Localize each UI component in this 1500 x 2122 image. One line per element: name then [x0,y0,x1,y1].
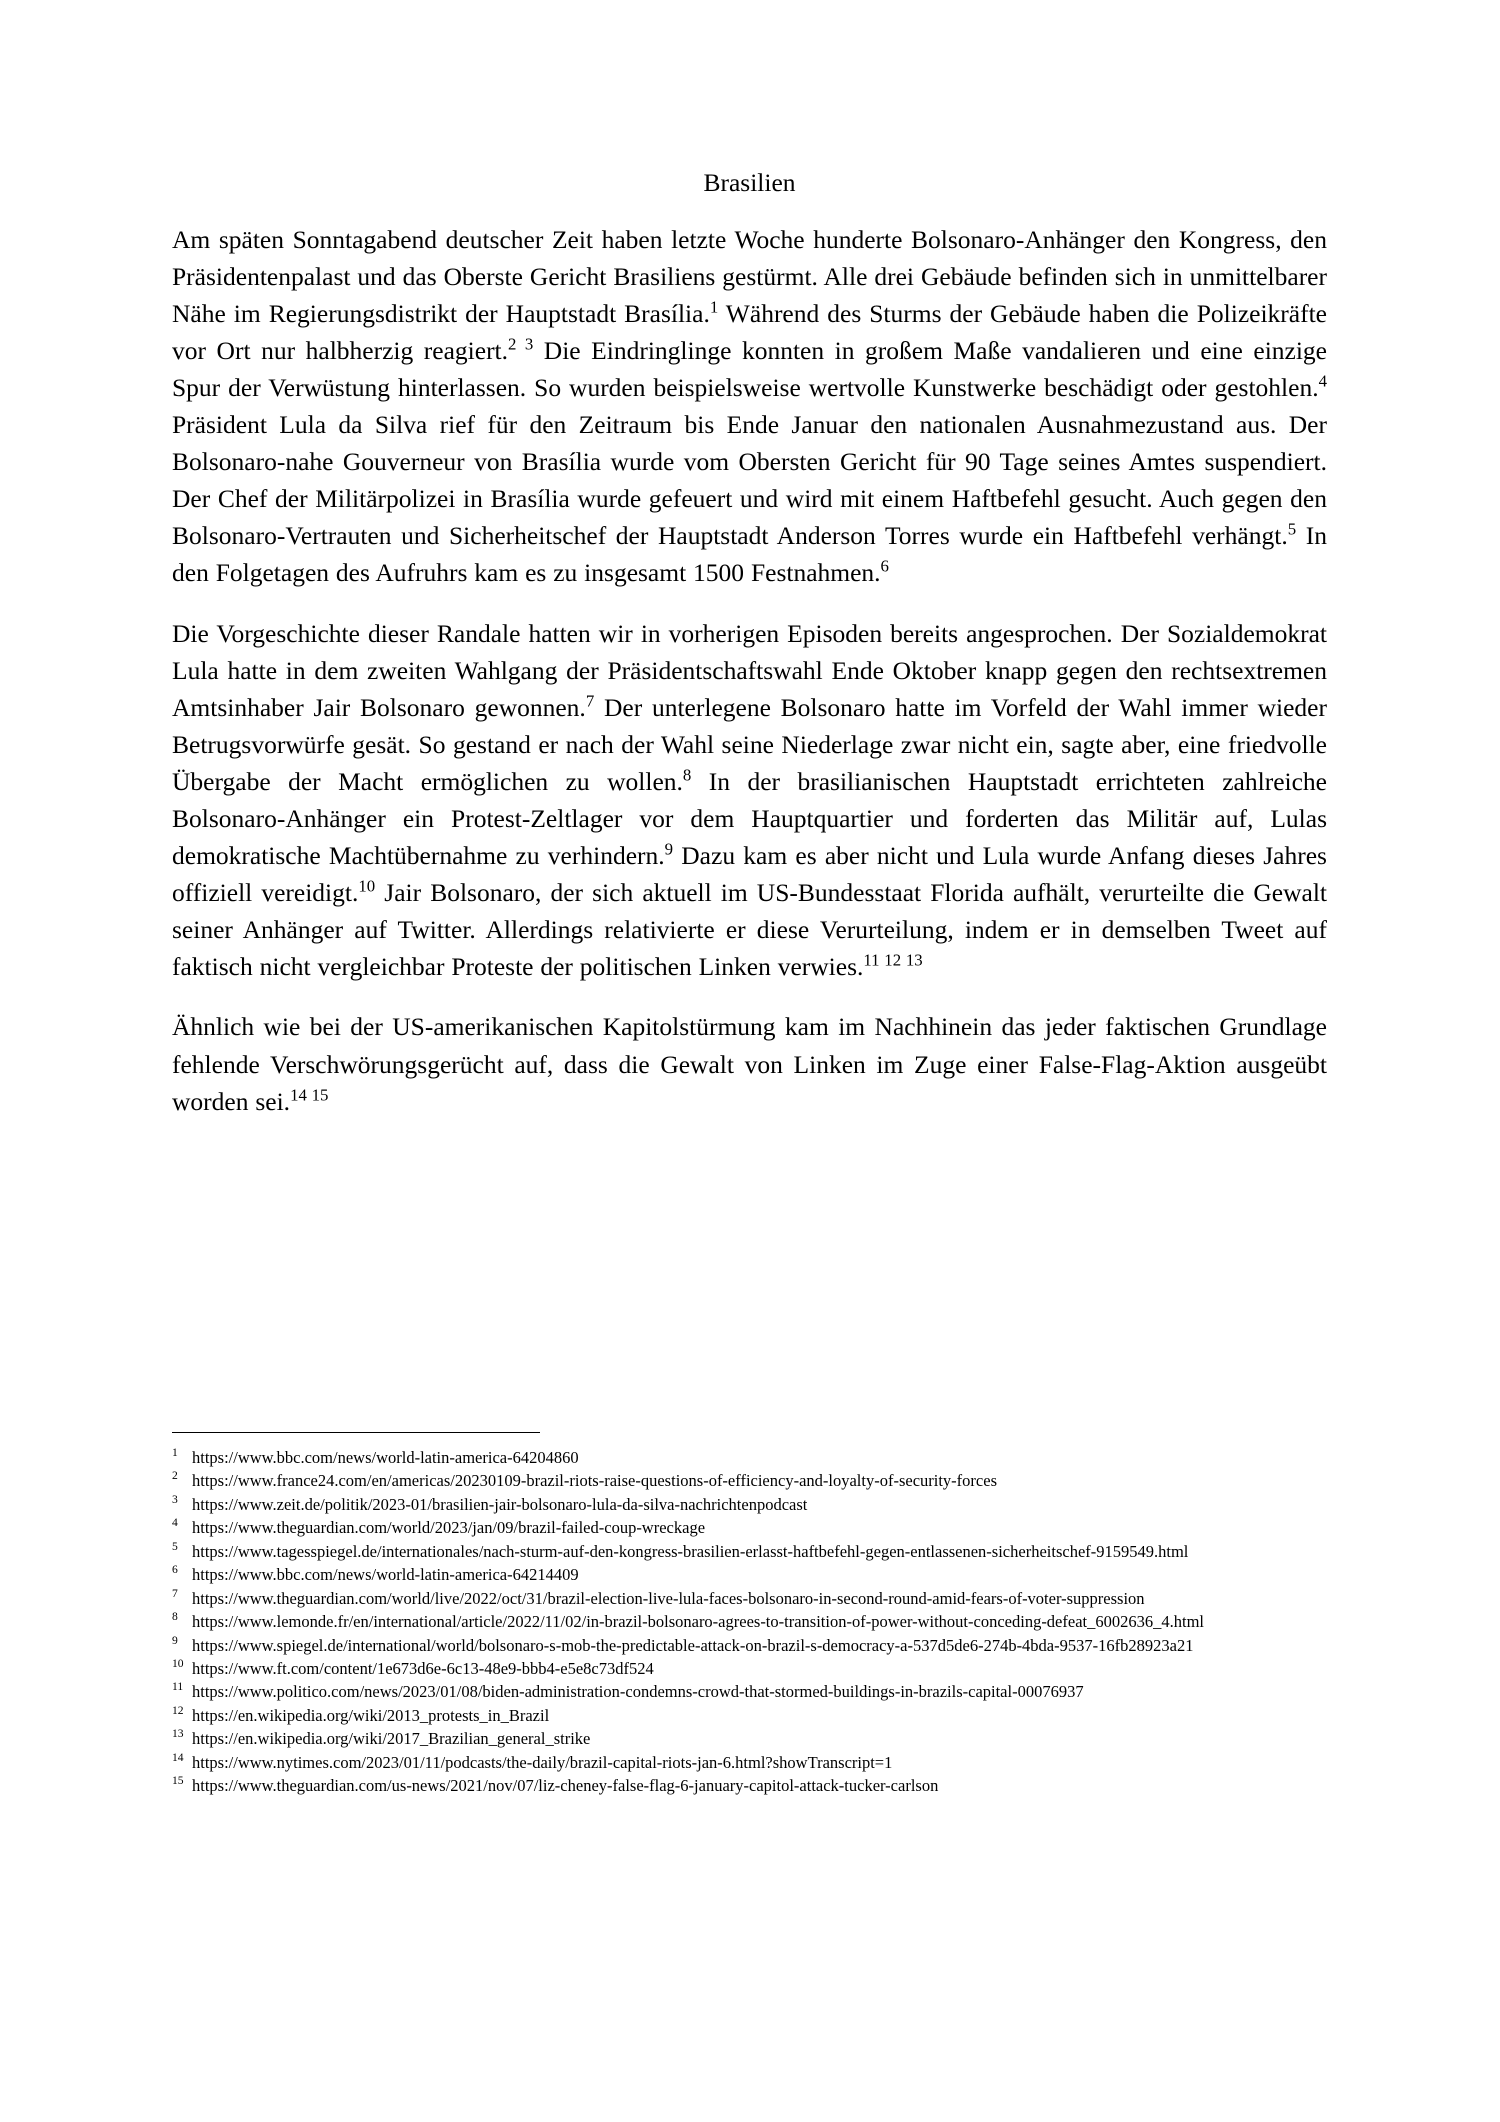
footnote-link[interactable]: https://www.theguardian.com/world/live/2022/oct/31/brazil-election-live-lula-faces-bolsonaro-in-second-round-amid-fears-of-voter-suppression [192,1588,1145,1608]
footnote-number: 2 [172,1469,178,1483]
footnote-number: 12 [172,1703,184,1717]
page-title: Brasilien [703,168,796,197]
footnote-marker[interactable]: 5 [1287,519,1297,539]
footnote-item [172,1494,1332,1516]
document-body [172,168,1327,1120]
footnote-marker[interactable]: 14 15 [290,1085,329,1105]
footnote-link[interactable]: https://www.lemonde.fr/en/international/article/2022/11/02/in-brazil-bolsonaro-agrees-to-transition-of-power-without-conceding-defeat_6002636_4.html [192,1612,1204,1632]
footnote-item [172,1728,1332,1750]
footnote-number: 11 [172,1680,184,1694]
footnote-link[interactable]: https://www.bbc.com/news/world-latin-america-64214409 [192,1565,579,1585]
footnote-marker[interactable]: 8 [682,765,692,785]
footnotes-section [172,1432,1332,1799]
footnote-number: 9 [172,1633,178,1647]
footnote-link[interactable]: https://www.zeit.de/politik/2023-01/brasilien-jair-bolsonaro-lula-da-silva-nachrichtenpodcast [192,1494,808,1514]
footnote-item [172,1635,1332,1657]
paragraph [172,615,1327,986]
footnote-marker[interactable]: 2 3 [508,334,534,354]
paragraph-text: Die Eindringlinge konnten in großem Maße vandalieren und eine einzige Spur der Verwüstung hinterlassen. So wurden beispielsweise wertvolle Kunstwerke beschädigt oder gestohlen. [172,335,1327,402]
footnote-link[interactable]: https://www.bbc.com/news/world-latin-america-64204860 [192,1448,579,1467]
footnote-link[interactable]: https://en.wikipedia.org/wiki/2017_Brazilian_general_strike [192,1729,591,1749]
footnote-marker[interactable]: 6 [880,556,889,576]
footnote-link[interactable]: https://www.theguardian.com/us-news/2021/nov/07/liz-cheney-false-flag-6-january-capitol-attack-tucker-carlson [192,1776,939,1796]
paragraph-text: Ähnlich wie bei der US-amerikanischen Kapitolstürmung kam im Nachhinein das jeder faktischen Grundlage fehlende Verschwörungsgerücht auf, dass die Gewalt von Linken im Zuge einer False-Flag-Aktion ausgeübt worden sei. [172,1012,1327,1116]
footnote-number: 1 [172,1446,178,1459]
footnote-link[interactable]: https://en.wikipedia.org/wiki/2013_protests_in_Brazil [192,1705,550,1725]
footnote-item [172,1541,1332,1563]
paragraph-text: Präsident Lula da Silva rief für den Zeitraum bis Ende Januar den nationalen Ausnahmezustand aus. Der Bolsonaro-nahe Gouverneur von Brasília wurde vom Obersten Gericht für 90 Tage seines Amtes suspendiert. Der Chef der Militärpolizei in Brasília wurde gefeuert und wird mit einem Haftbefehl gesucht. Auch gegen den Bolsonaro-Vertrauten und Sicherheitschef der Hauptstadt Anderson Torres wurde ein Haftbefehl verhängt. [172,410,1327,551]
footnote-item [172,1658,1332,1680]
footnote-separator-rule [172,1432,540,1433]
paragraph-text: Jair Bolsonaro, der sich aktuell im US-Bundesstaat Florida aufhält, verurteilte die Gewalt seiner Anhänger auf Twitter. Allerdings relativierte er diese Verurteilung, indem er in demselben Tweet auf faktisch nicht vergleichbar Proteste der politischen Linken verwies. [172,878,1327,982]
paragraph-text: Die Vorgeschichte dieser Randale hatten wir in vorherigen Episoden bereits angesprochen. Der Sozialdemokrat Lula hatte in dem zweiten Wahlgang der Präsidentschaftswahl Ende Oktober knapp gegen den rechtsextremen Amtsinhaber Jair Bolsonaro gewonnen. [172,618,1327,722]
footnote-marker[interactable]: 1 [709,297,719,317]
footnote-number: 8 [172,1610,178,1624]
footnote-number: 7 [172,1586,178,1600]
footnote-link[interactable]: https://www.theguardian.com/world/2023/jan/09/brazil-failed-coup-wreckage [192,1518,706,1538]
footnote-item [172,1752,1332,1774]
footnote-item [172,1705,1332,1727]
footnote-list [172,1447,1332,1797]
footnote-item [172,1447,1332,1469]
paragraph [172,221,1327,592]
paragraph-text: In den Folgetagen des Aufruhrs kam es zu insgesamt 1500 Festnahmen. [172,521,1327,588]
footnote-number: 14 [172,1750,184,1764]
footnote-marker[interactable]: 10 [358,876,376,896]
footnote-number: 13 [172,1727,184,1741]
footnote-marker[interactable]: 7 [585,691,595,711]
footnote-item [172,1681,1332,1703]
footnote-marker[interactable]: 4 [1318,371,1327,391]
paragraph-list [172,221,1327,1120]
footnote-link[interactable]: https://www.nytimes.com/2023/01/11/podcasts/the-daily/brazil-capital-riots-jan-6.html?showTranscript=1 [192,1752,893,1772]
footnote-number: 4 [172,1516,178,1530]
footnote-link[interactable]: https://www.politico.com/news/2023/01/08/biden-administration-condemns-crowd-that-stormed-buildings-in-brazils-capital-00076937 [192,1682,1084,1702]
footnote-marker[interactable]: 11 12 13 [863,950,923,970]
footnote-link[interactable]: https://www.france24.com/en/americas/20230109-brazil-riots-raise-questions-of-efficiency-and-loyalty-of-security-forces [192,1471,997,1491]
footnote-link[interactable]: https://www.spiegel.de/international/world/bolsonaro-s-mob-the-predictable-attack-on-brazil-s-democracy-a-537d5de6-274b-4bda-9537-16fb28923a21 [192,1635,1194,1655]
footnote-number: 15 [172,1774,184,1788]
footnote-item [172,1611,1332,1633]
footnote-item [172,1517,1332,1539]
footnote-link[interactable]: https://www.tagesspiegel.de/internationales/nach-sturm-auf-den-kongress-brasilien-erlasst-haftbefehl-gegen-entlassenen-sicherheitschef-9159549.html [192,1541,1189,1561]
footnote-number: 5 [172,1539,178,1553]
paragraph-text: In der brasilianischen Hauptstadt errichteten zahlreiche Bolsonaro-Anhänger ein Protest-Zeltlager vor dem Hauptquartier und forderten das Militär auf, Lulas demokratische Machtübernahme zu verhindern. [172,766,1327,871]
footnote-item [172,1470,1332,1492]
footnote-number: 6 [172,1563,178,1577]
paragraph-text: Dazu kam es aber nicht und Lula wurde Anfang dieses Jahres offiziell vereidigt. [172,841,1327,908]
paragraph [172,1008,1327,1119]
footnote-number: 10 [172,1656,184,1670]
footnote-number: 3 [172,1492,178,1506]
footnote-item [172,1588,1332,1610]
paragraph-text: Am späten Sonntagabend deutscher Zeit haben letzte Woche hunderte Bolsonaro-Anhänger den Kongress, den Präsidentenpalast und das Oberste Gericht Brasiliens gestürmt. Alle drei Gebäude befinden sich in unmittelbarer Nähe im Regierungsdistrikt der Hauptstadt Brasília. [172,224,1327,328]
footnote-link[interactable]: https://www.ft.com/content/1e673d6e-6c13-48e9-bbb4-e5e8c73df524 [192,1658,654,1678]
paragraph-text: Während des Sturms der Gebäude haben die Polizeikräfte vor Ort nur halbherzig reagiert. [172,298,1327,365]
paragraph-text: Der unterlegene Bolsonaro hatte im Vorfeld der Wahl immer wieder Betrugsvorwürfe gesät. So gestand er nach der Wahl seine Niederlage zwar nicht ein, sagte aber, eine friedvolle Übergabe der Macht ermöglichen zu wollen. [172,692,1327,796]
footnote-item [172,1775,1332,1797]
footnote-marker[interactable]: 9 [664,839,674,859]
footnote-item [172,1564,1332,1586]
